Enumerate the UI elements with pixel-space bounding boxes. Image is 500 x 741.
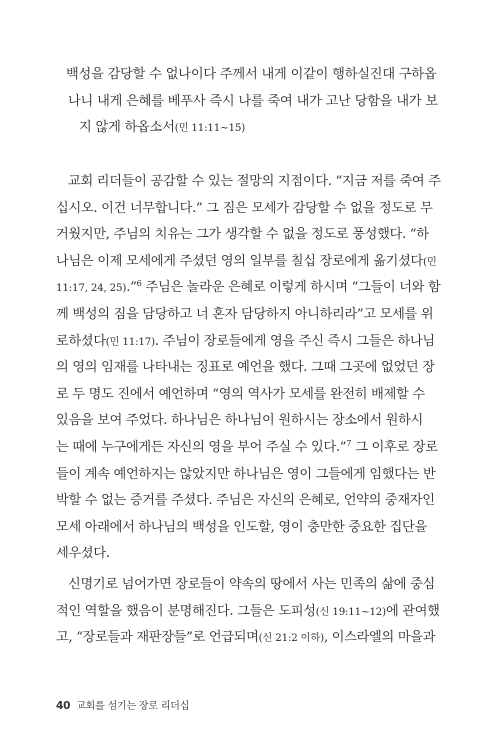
scripture-reference: 11:17, 24, 25) [56, 282, 127, 295]
text-line: 교회 리더들이 공감할 수 있는 절망의 지점이다. “지금 저를 죽여 주 [68, 174, 441, 189]
text-segment: 고, “장로들과 재판장들”로 언급되며 [56, 630, 259, 646]
page-footer [56, 697, 189, 712]
text-segment: 적인 역할을 했음이 분명해진다. 그들은 도피성 [56, 603, 316, 619]
text-line: 께 백성의 짐을 담당하고 너 혼자 담당하지 아니하리라”고 모세를 위 [56, 306, 434, 322]
footnote-marker[interactable]: 7 [346, 438, 352, 449]
text-segment: 에 관여했 [385, 603, 440, 619]
scripture-reference: (민 [423, 255, 437, 268]
block-quote [66, 62, 458, 142]
text-segment: 그 이후로 장로 [351, 439, 438, 455]
text-line: 모세 아래에서 하나님의 백성을 인도할, 영이 충만한 중요한 집단을 [56, 519, 427, 535]
scripture-reference: (신 21:2 이하) [258, 632, 324, 645]
text-line: 신명기로 넘어가면 장로들이 약속의 땅에서 사는 민족의 삶에 중심 [68, 576, 435, 592]
text-line [56, 275, 448, 302]
scripture-reference: (민 11:17) [105, 335, 155, 348]
body-text [56, 169, 448, 652]
paragraph-2 [56, 572, 448, 652]
scripture-reference: (민 11:11~15) [174, 122, 246, 134]
text-line: 십시오. 이건 너무합니다.” 그 짐은 모세가 감당할 수 없을 정도로 무 [56, 200, 433, 216]
text-segment: , 이스라엘의 마을과 [323, 630, 436, 646]
text-line [56, 329, 448, 356]
quote-line: 나니 내게 은혜를 베푸사 즉시 나를 죽여 내가 고난 당함을 내가 보 [68, 93, 438, 109]
text-line: 세우셨다. [56, 546, 110, 562]
text-line: 들이 계속 예언하지는 않았지만 하나님은 영이 그들에게 임했다는 반 [56, 466, 436, 482]
quote-line [66, 115, 458, 142]
text-line [56, 249, 448, 276]
quote-text: 지 않게 하옵소서 [79, 120, 175, 135]
quote-line: 백성을 감당할 수 없나이다 주께서 내게 이같이 행하실진대 구하옵 [66, 67, 437, 82]
footnote-marker[interactable]: 6 [136, 279, 142, 290]
text-line [56, 599, 448, 626]
running-title: 교회를 섬기는 장로 리더십 [76, 701, 190, 712]
text-segment: 주님은 놀라운 은혜로 이렇게 하시며 “그들이 너와 함 [141, 280, 441, 296]
text-line: 의 영의 임재를 나타내는 징표로 예언을 했다. 그때 그곳에 없었던 장 [56, 360, 435, 376]
scripture-reference: (신 19:11~12) [315, 605, 386, 618]
text-segment: 는 때에 누구에게든 자신의 영을 부어 주실 수 있다.” [56, 439, 347, 455]
text-line [56, 625, 448, 652]
paragraph-1 [56, 169, 448, 568]
text-segment: 로하셨다 [56, 333, 106, 349]
text-segment: 나님은 이제 모세에게 주셨던 영의 일부를 칠십 장로에게 옮기셨다 [56, 253, 423, 269]
text-line: 거웠지만, 주님의 치유는 그가 생각할 수 없을 정도로 풍성했다. “하 [56, 227, 429, 243]
page-number: 40 [56, 700, 71, 712]
text-segment: .” [126, 280, 137, 296]
text-segment: . 주님이 장로들에게 영을 주신 즉시 그들은 하나님 [154, 333, 435, 349]
text-line: 있음을 보여 주었다. 하나님은 하나님이 원하시는 장소에서 원하시 [56, 413, 423, 429]
text-line: 박할 수 없는 증거를 주셨다. 주님은 자신의 은혜로, 언약의 중재자인 [56, 493, 435, 509]
text-line [56, 435, 448, 462]
text-line: 로 두 명도 진에서 예언하며 “영의 역사가 모세를 완전히 배제할 수 [56, 386, 425, 402]
